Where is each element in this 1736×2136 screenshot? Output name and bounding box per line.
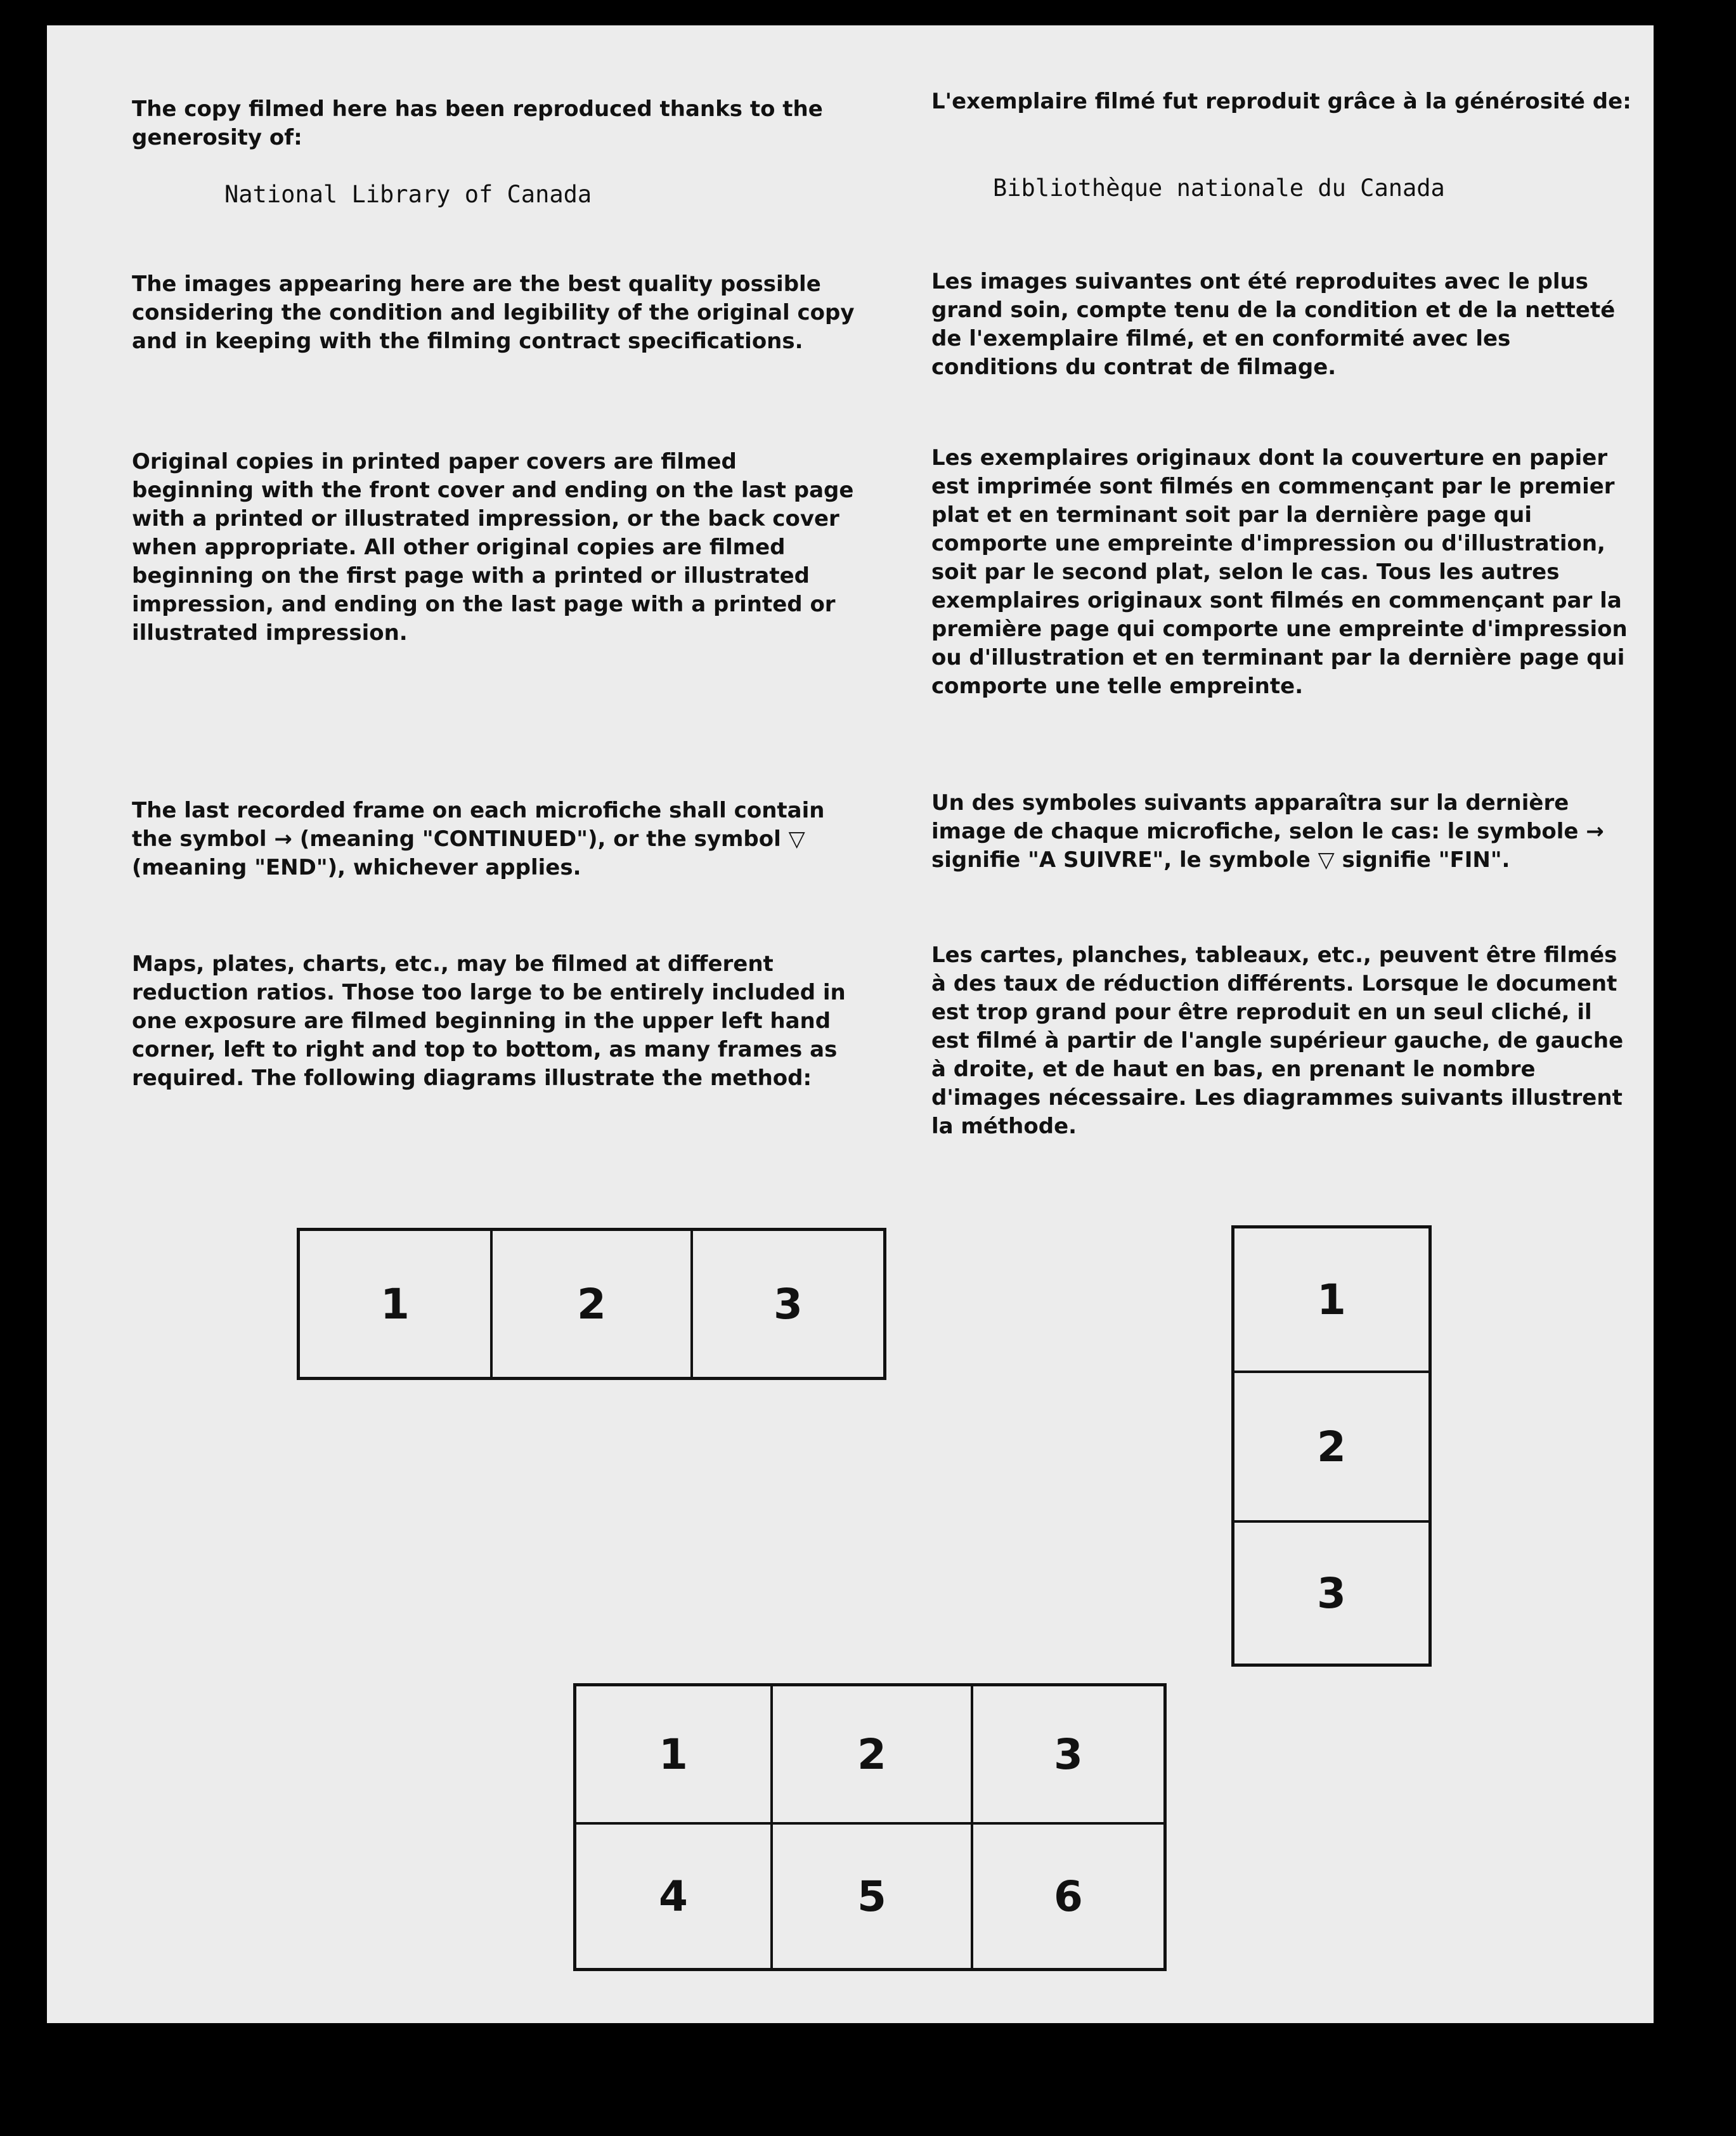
french-originals-paragraph: Les exemplaires originaux dont la couverture en papier est imprimée sont filmés en commençant par le premier plat et en terminant soit par la dernière page qui comporte une empreinte d'impression ou d'illustration, soit par le second plat, selon le cas. Tous les autres exemplaires originaux sont filmés en commençant par la première page qui comporte une empreinte d'impression ou d'illustration et en terminant par la dernière page qui comporte une telle empreinte. — [931, 445, 1628, 699]
english-originals-paragraph: Original copies in printed paper covers are filmed beginning with the front cover and ending on the last page with a printed or illustrated impression, or the back cover when appropriate. All other original copies are filmed beginning on the first page with a printed or illustrated impression, and ending on the last page with a printed or illustrated impression. — [132, 449, 854, 646]
english-quality-paragraph: The images appearing here are the best quality possible considering the condition and legibility of the original copy and in keeping with the filming contract specifications. — [132, 271, 855, 354]
vertical-frame-diagram — [1231, 1225, 1432, 1667]
french-maps-paragraph: Les cartes, planches, tableaux, etc., peuvent être filmés à des taux de réduction différents. Lorsque le document est trop grand pour être reproduit en un seul cliché, il est filmé à partir de l'angle supérieur gauche, de gauche à droite, et de haut en bas, en prenant le nombre d'images nécessaire. Les diagrammes suivants illustrent la méthode. — [931, 942, 1624, 1139]
horizontal-frame-diagram — [297, 1228, 886, 1380]
frame-cell: 3 — [1317, 1568, 1346, 1618]
frame-cell: 2 — [773, 1686, 973, 1825]
frame-cell: 2 — [1234, 1373, 1428, 1523]
microfiche-target-page — [47, 25, 1654, 2023]
frame-cell: 3 — [973, 1686, 1163, 1825]
french-library-name: Bibliothèque nationale du Canada — [993, 174, 1445, 202]
frame-cell: 4 — [576, 1825, 773, 1968]
grid-frame-diagram — [573, 1683, 1167, 1971]
english-symbols-paragraph: The last recorded frame on each microfiche shall contain the symbol → (meaning "CONTINUED"), or the symbol ▽ (meaning "END"), whichever applies. — [132, 798, 825, 880]
frame-cell: 3 — [774, 1279, 803, 1329]
frame-cell: 1 — [576, 1686, 773, 1825]
frame-cell: 1 — [300, 1231, 493, 1377]
english-thanks: The copy filmed here has been reproduced thanks to the generosity of: — [132, 96, 823, 150]
french-quality-paragraph: Les images suivantes ont été reproduites avec le plus grand soin, compte tenu de la condition et de la netteté de l'exemplaire filmé, et en conformité avec les conditions du contrat de filmage. — [931, 269, 1616, 380]
french-thanks: L'exemplaire filmé fut reproduit grâce à la générosité de: — [931, 89, 1631, 114]
frame-cell: 5 — [773, 1825, 973, 1968]
frame-cell: 6 — [1054, 1872, 1083, 1921]
french-symbols-paragraph: Un des symboles suivants apparaîtra sur la dernière image de chaque microfiche, selon le cas: le symbole → signifie "A SUIVRE", le symbole ▽ signifie "FIN". — [931, 790, 1604, 873]
english-library-name: National Library of Canada — [224, 181, 592, 208]
frame-cell: 2 — [493, 1231, 693, 1377]
frame-cell: 1 — [1234, 1228, 1428, 1373]
english-maps-paragraph: Maps, plates, charts, etc., may be filmed at different reduction ratios. Those too large to be entirely included in one exposure are filmed beginning in the upper left hand corner, left to right and top to bottom, as many frames as required. The following diagrams illustrate the method: — [132, 951, 846, 1091]
